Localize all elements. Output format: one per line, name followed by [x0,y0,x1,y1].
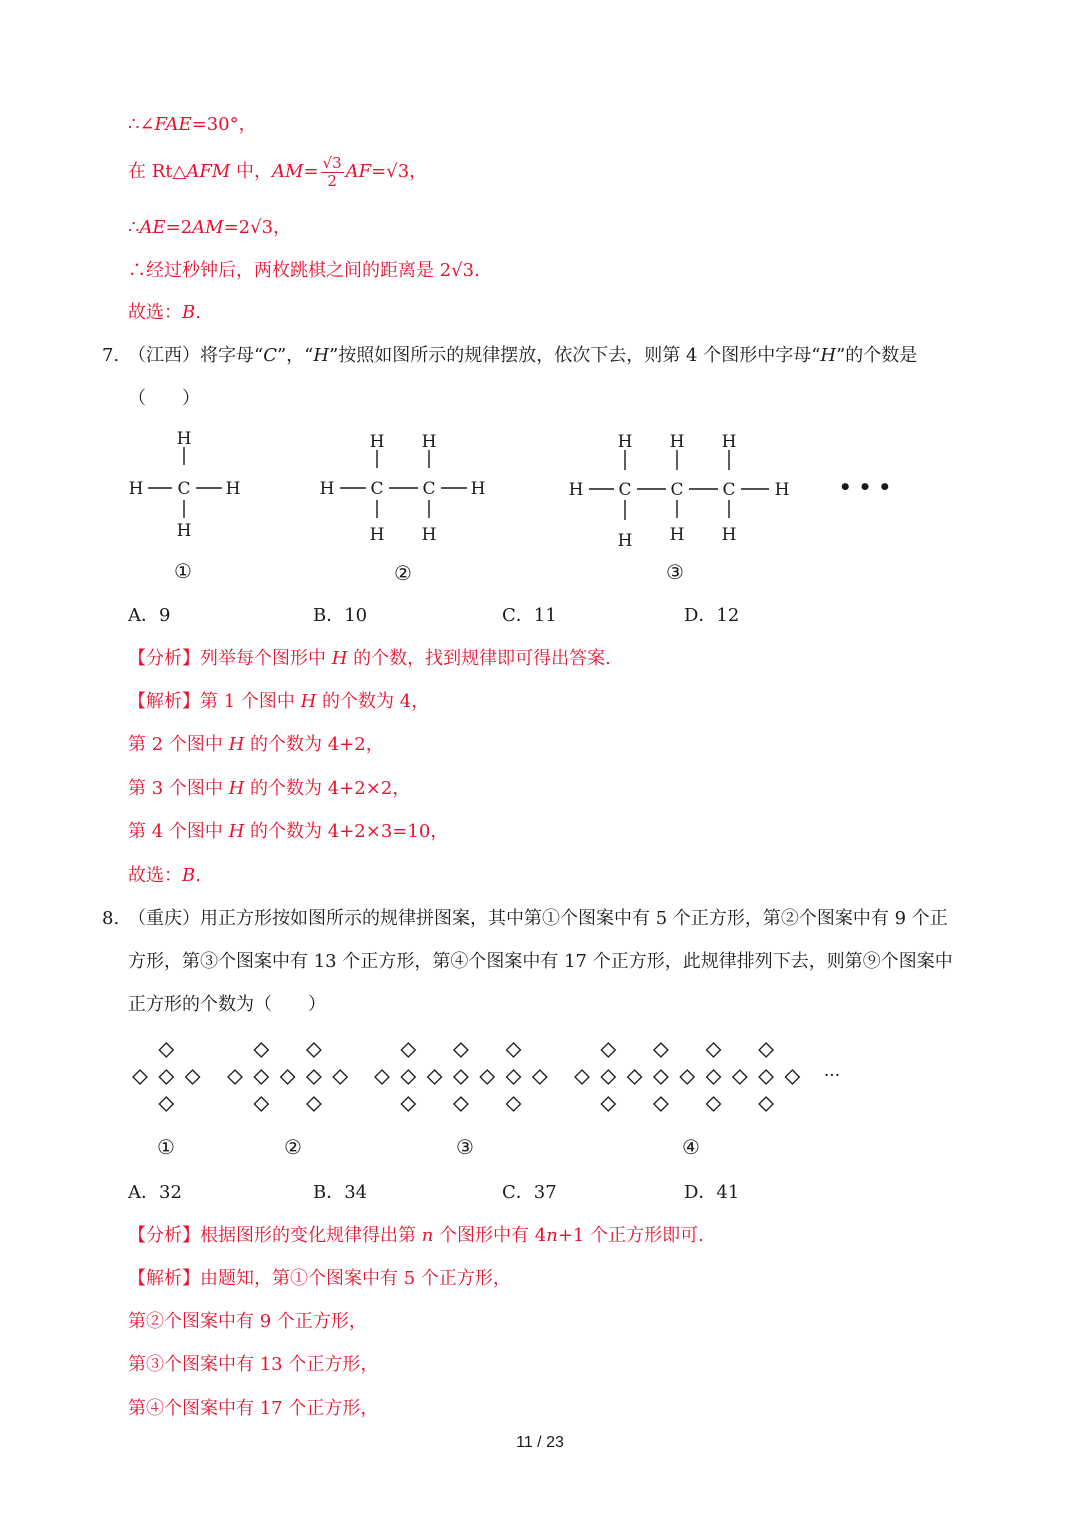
square-diamond [401,1070,415,1084]
square-diamond [375,1070,389,1084]
square-diamond [507,1097,521,1111]
q8-figure-label-1: ① [157,1135,175,1159]
square-diamond [601,1070,615,1084]
q7-ellipsis: • • • [838,475,892,499]
c-atom: C [670,480,684,500]
h-atom: H [721,432,737,452]
page-number: 11 / 23 [516,1434,564,1451]
q7-number: 7. [102,345,120,366]
square-diamond [759,1043,773,1057]
q8-figure [0,1035,1080,1125]
square-diamond [707,1097,721,1111]
h-atom: H [319,479,335,499]
c-atom: C [422,479,436,499]
square-diamond [254,1070,268,1084]
square-diamond [454,1097,468,1111]
sol6-choice: 故选：B. [128,302,201,323]
square-diamond [680,1070,694,1084]
q7-solution-line-4: 第 4 个图中 H 的个数为 4+2×3=10， [128,821,449,842]
square-diamond [601,1043,615,1057]
square-diamond [654,1043,668,1057]
q8-option-c: C．37 [502,1182,557,1203]
q7-option-a: A．9 [128,605,171,626]
h-atom: H [128,479,144,499]
h-atom: H [669,432,685,452]
fraction-sqrt3-over-2: $\frac{√3}{2}$ [322,153,342,190]
q8-option-d: D．41 [684,1182,740,1203]
square-diamond [401,1097,415,1111]
h-atom: H [176,521,192,541]
q7-option-b: B．10 [313,605,368,626]
h-atom: H [721,525,737,545]
h-atom: H [369,432,385,452]
q7-solution-line-3: 第 3 个图中 H 的个数为 4+2×2， [128,778,411,799]
h-atom: H [369,525,385,545]
square-diamond [228,1070,242,1084]
square-diamond [159,1097,173,1111]
q7-analysis: 【分析】列举每个图形中 H 的个数，找到规律即可得出答案. [128,648,611,669]
q7-figure-label-2: ② [394,561,412,585]
q8-option-a: A．32 [128,1182,182,1203]
q8-stem-line-1: （重庆）用正方形按如图所示的规律拼图案，其中第①个图案中有 5 个正方形，第②个图案中有 9 个正 [128,908,948,929]
h-atom: H [669,525,685,545]
q8-solution-line-3: 第③个图案中有 13 个正方形， [128,1354,379,1375]
molecule-2 [340,450,467,518]
q7-option-d: D．12 [684,605,740,626]
q8-number: 8. [102,908,120,929]
h-atom: H [617,432,633,452]
square-diamond [401,1043,415,1057]
square-diamond [654,1070,668,1084]
q8-figure-label-4: ④ [682,1135,700,1159]
q8-stem-line-2: 方形，第③个图案中有 13 个正方形，第④个图案中有 17 个正方形，此规律排列下去，则第⑨个图案中 [128,951,953,972]
h-atom: H [617,531,633,551]
q7-solution-line-2: 第 2 个图中 H 的个数为 4+2， [128,734,384,755]
square-diamond [307,1070,321,1084]
q7-figure [0,420,1080,560]
square-diamond [507,1070,521,1084]
square-diamond [333,1070,347,1084]
square-diamond [507,1043,521,1057]
sol6-line2: 在 Rt△AFM 中，AM= $\frac{√3}{2}$ AF=√3， [128,153,428,190]
square-diamond [707,1043,721,1057]
q8-solution-line-1: 【解析】由题知，第①个图案中有 5 个正方形， [128,1268,511,1289]
sol6-line3: ∴AE=2AM=2√3， [128,217,292,238]
q7-figure-label-1: ① [174,559,192,583]
square-diamond [654,1097,668,1111]
h-atom: H [176,429,192,449]
c-atom: C [618,480,632,500]
square-diamond [454,1043,468,1057]
square-diamond [254,1097,268,1111]
q8-stem-line-3: 正方形的个数为（ ） [128,994,326,1015]
square-diamond [159,1043,173,1057]
h-atom: H [568,480,584,500]
q8-analysis: 【分析】根据图形的变化规律得出第 n 个图形中有 4n+1 个正方形即可. [128,1225,704,1246]
q7-figure-label-3: ③ [666,560,684,584]
q8-solution-line-4: 第④个图案中有 17 个正方形， [128,1398,379,1419]
h-atom: H [225,479,241,499]
square-diamond [707,1070,721,1084]
square-diamond [133,1070,147,1084]
square-diamond [307,1043,321,1057]
sol6-line1: ∴∠FAE=30°， [128,114,257,135]
h-atom: H [421,525,437,545]
square-diamond [575,1070,589,1084]
square-diamond [254,1043,268,1057]
h-atom: H [421,432,437,452]
square-diamond [480,1070,494,1084]
q7-paren: （ ） [128,388,200,409]
q7-solution-line-1: 【解析】第 1 个图中 H 的个数为 4， [128,691,430,712]
square-diamond [785,1070,799,1084]
square-diamond [159,1070,173,1084]
c-atom: C [177,479,191,499]
q8-solution-line-2: 第②个图案中有 9 个正方形， [128,1311,367,1332]
q8-ellipsis: ··· [823,1066,841,1086]
square-diamond [759,1070,773,1084]
c-atom: C [370,479,384,499]
square-diamond [601,1097,615,1111]
square-diamond [186,1070,200,1084]
square-diamond [281,1070,295,1084]
q8-figure-label-3: ③ [456,1135,474,1159]
square-diamond [733,1070,747,1084]
square-diamond [759,1097,773,1111]
h-atom: H [774,480,790,500]
c-atom: C [722,480,736,500]
square-diamond [428,1070,442,1084]
q7-stem: （江西）将字母“C”，“H”按照如图所示的规律摆放，依次下去，则第 4 个图形中字母“H”的个数是 [128,345,918,366]
h-atom: H [470,479,486,499]
q8-figure-label-2: ② [284,1135,302,1159]
square-diamond [454,1070,468,1084]
square-diamond [307,1097,321,1111]
square-diamond [628,1070,642,1084]
q8-option-b: B．34 [313,1182,368,1203]
square-diamond [533,1070,547,1084]
sol6-line4: ∴经过秒钟后，两枚跳棋之间的距离是 2√3. [128,260,480,281]
q7-option-c: C．11 [502,605,557,626]
q7-choice: 故选：B. [128,865,201,886]
